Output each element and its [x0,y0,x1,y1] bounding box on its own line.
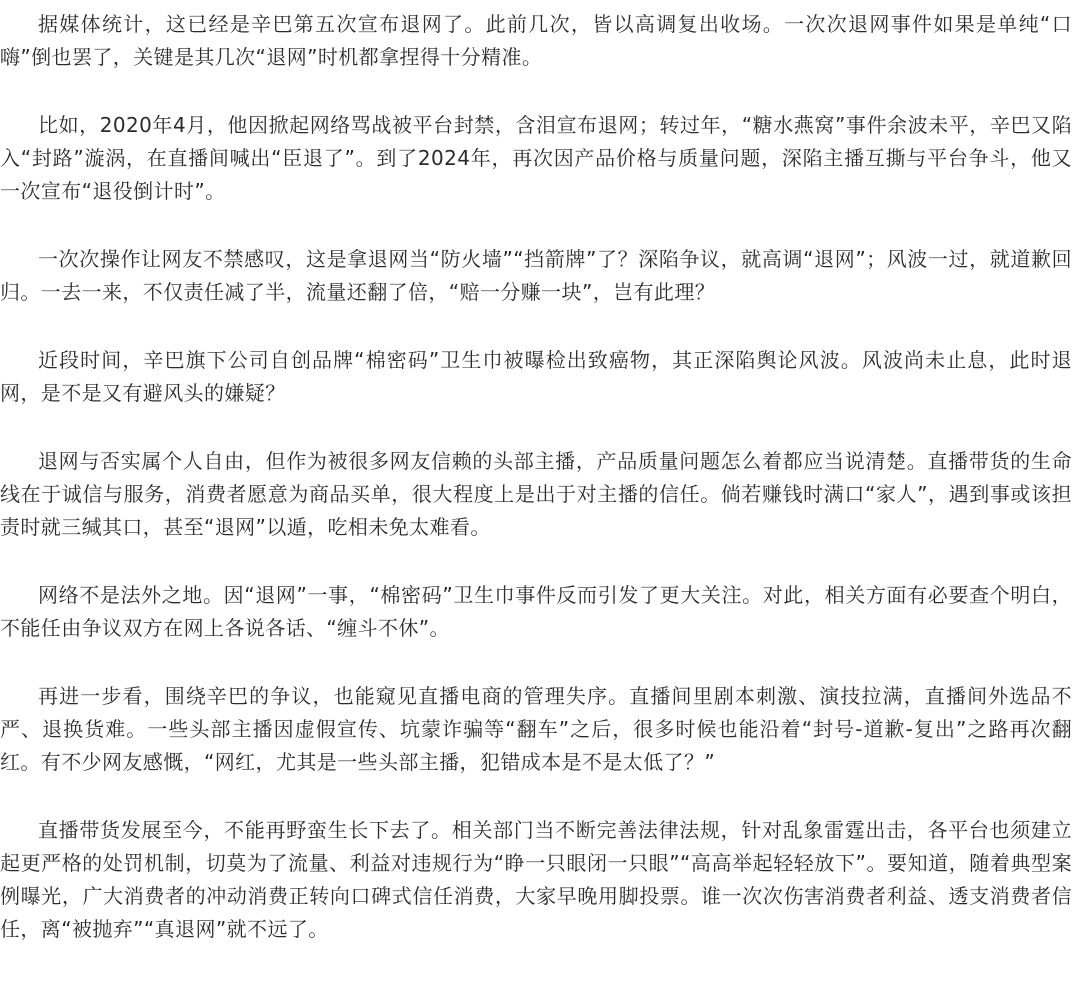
article-paragraph: 直播带货发展至今，不能再野蛮生长下去了。相关部门当不断完善法律法规，针对乱象雷霆出击，各平台也须建立起更严格的处罚机制，切莫为了流量、利益对违规行为“睁一只眼闭一只眼”“高高举起轻轻放下”。要知道，随着典型案例曝光，广大消费者的冲动消费正转向口碑式信任消费，大家早晚用脚投票。谁一次次伤害消费者利益、透支消费者信任，离“被抛弃”“真退网”就不远了。 [0,818,1072,941]
article-paragraph: 一次次操作让网友不禁感叹，这是拿退网当“防火墙”“挡箭牌”了？深陷争议，就高调“退网”；风波一过，就道歉回归。一去一来，不仅责任减了半，流量还翻了倍，“赔一分赚一块”，岂有此理？ [0,247,1072,304]
article-paragraph: 比如，2020年4月，他因掀起网络骂战被平台封禁，含泪宣布退网；转过年，“糖水燕窝”事件余波未平，辛巴又陷入“封路”漩涡，在直播间喊出“臣退了”。到了2024年，再次因产品价格与质量问题，深陷主播互撕与平台争斗，他又一次宣布“退役倒计时”。 [0,113,1072,203]
article-paragraph: 据媒体统计，这已经是辛巴第五次宣布退网了。此前几次，皆以高调复出收场。一次次退网事件如果是单纯“口嗨”倒也罢了，关键是其几次“退网”时机都拿捏得十分精准。 [0,12,1072,69]
article-paragraph: 网络不是法外之地。因“退网”一事，“棉密码”卫生巾事件反而引发了更大关注。对此，相关方面有必要查个明白，不能任由争议双方在网上各说各话、“缠斗不休”。 [0,583,1072,640]
article-paragraph: 退网与否实属个人自由，但作为被很多网友信赖的头部主播，产品质量问题怎么着都应当说清楚。直播带货的生命线在于诚信与服务，消费者愿意为商品买单，很大程度上是出于对主播的信任。倘若赚钱时满口“家人”，遇到事或该担责时就三缄其口，甚至“退网”以遁，吃相未免太难看。 [0,449,1072,539]
article-paragraph: 再进一步看，围绕辛巴的争议，也能窥见直播电商的管理失序。直播间里剧本刺激、演技拉满，直播间外选品不严、退换货难。一些头部主播因虚假宣传、坑蒙诈骗等“翻车”之后，很多时候也能沿着“封号-道歉-复出”之路再次翻红。有不少网友感慨，“网红，尤其是一些头部主播，犯错成本是不是太低了？” [0,684,1072,774]
article-paragraph: 近段时间，辛巴旗下公司自创品牌“棉密码”卫生巾被曝检出致癌物，其正深陷舆论风波。风波尚未止息，此时退网，是不是又有避风头的嫌疑？ [0,348,1072,405]
